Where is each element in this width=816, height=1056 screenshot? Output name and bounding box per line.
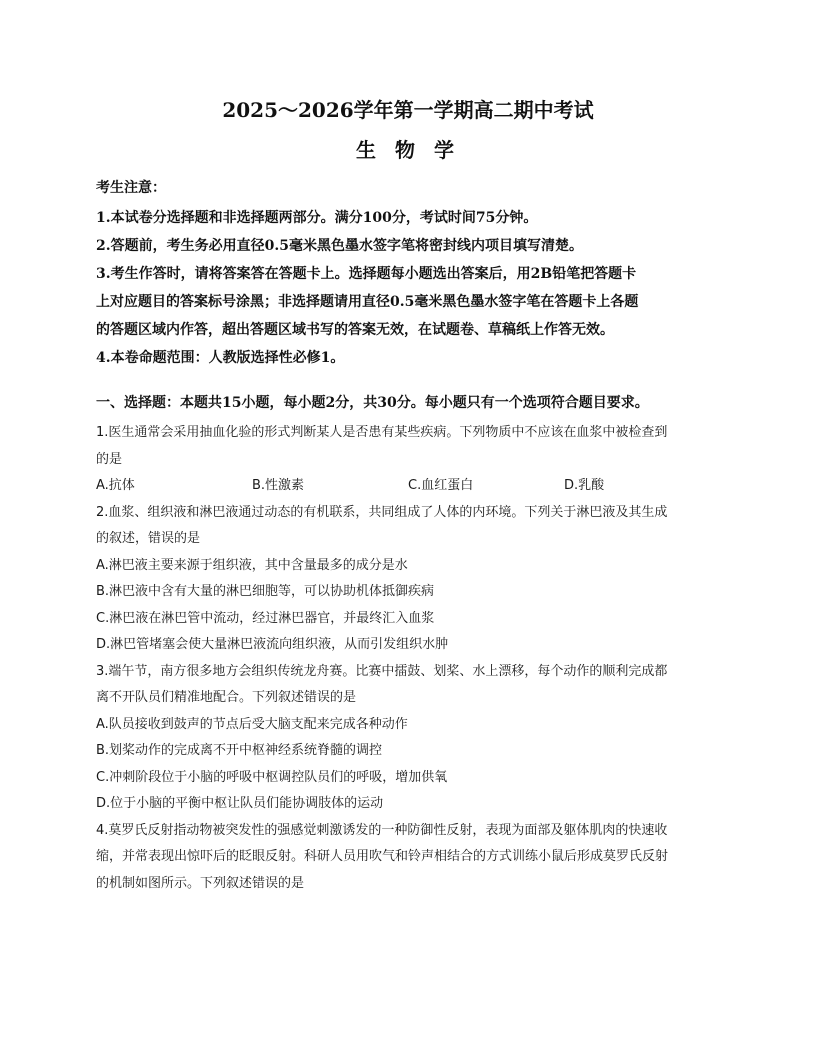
notice-heading: 考生注意：	[96, 180, 166, 196]
notice-item: 1.本试卷分选择题和非选择题两部分。满分100分，考试时间75分钟。	[96, 210, 538, 226]
question-stem-line: 2.血浆、组织液和淋巴液通过动态的有机联系，共同组成了人体的内环境。下列关于淋巴液及其生成	[96, 504, 668, 520]
option-d: D.淋巴管堵塞会使大量淋巴液流向组织液，从而引发组织水肿	[96, 637, 449, 652]
question-2	[96, 500, 720, 659]
option-a: A.抗体	[96, 478, 135, 493]
option-c: C.淋巴液在淋巴管中流动，经过淋巴器官，并最终汇入血浆	[96, 610, 435, 626]
option-b: B.淋巴液中含有大量的淋巴细胞等，可以协助机体抵御疾病	[96, 584, 435, 599]
notice-item: 的答题区域内作答，超出答题区域书写的答案无效，在试题卷、草稿纸上作答无效。	[96, 322, 614, 338]
option-a: A.队员接收到鼓声的节点后受大脑支配来完成各种动作	[96, 716, 408, 732]
option-a: A.淋巴液主要来源于组织液，其中含量最多的成分是水	[96, 557, 408, 573]
question-stem-line: 1.医生通常会采用抽血化验的形式判断某人是否患有某些疾病。下列物质中不应该在血浆中被检查到	[96, 425, 668, 440]
notice-list	[96, 204, 720, 372]
question-stem-line: 的是	[96, 451, 123, 467]
section-heading: 一、选择题：本题共15小题，每小题2分，共30分。每小题只有一个选项符合题目要求。	[96, 395, 649, 411]
question-stem-line: 3.端午节，南方很多地方会组织传统龙舟赛。比赛中擂鼓、划桨、水上漂移，每个动作的顺利完成都	[96, 663, 668, 679]
option-d: D.乳酸	[564, 478, 605, 493]
option-b: B.划桨动作的完成离不开中枢神经系统脊髓的调控	[96, 743, 383, 758]
question-stem-line: 缩，并常表现出惊吓后的眨眼反射。科研人员用吹气和铃声相结合的方式训练小鼠后形成莫罗氏反射	[96, 849, 669, 864]
question-stem-line: 离不开队员们精准地配合。下列叙述错误的是	[96, 690, 357, 705]
question-3	[96, 659, 720, 818]
question-1	[96, 420, 720, 500]
question-stem-line: 4.莫罗氏反射指动物被突发性的强感觉刺激诱发的一种防御性反射，表现为面部及躯体肌肉的快速收	[96, 822, 668, 838]
option-d: D.位于小脑的平衡中枢让队员们能协调肢体的运动	[96, 796, 384, 811]
question-stem-line: 的机制如图所示。下列叙述错误的是	[96, 875, 305, 891]
option-c: C.血红蛋白	[408, 478, 474, 493]
option-c: C.冲刺阶段位于小脑的呼吸中枢调控队员们的呼吸，增加供氧	[96, 769, 448, 785]
notice-item: 4.本卷命题范围：人教版选择性必修1。	[96, 350, 345, 366]
question-stem-line: 的叙述，错误的是	[96, 531, 201, 546]
subject-title: 生 物 学	[356, 138, 460, 162]
notice-item: 3.考生作答时，请将答案答在答题卡上。选择题每小题选出答案后，用2B铅笔把答题卡	[96, 266, 637, 282]
option-b: B.性激素	[252, 478, 305, 493]
notice-item: 上对应题目的答案标号涂黑；非选择题请用直径0.5毫米黑色墨水签字笔在答题卡上各题	[96, 294, 639, 310]
notice-item: 2.答题前，考生务必用直径0.5毫米黑色墨水签字笔将密封线内项目填写清楚。	[96, 238, 583, 254]
exam-title: 2025～2026学年第一学期高二期中考试	[222, 98, 594, 122]
question-4	[96, 818, 720, 898]
option-row	[96, 473, 720, 500]
